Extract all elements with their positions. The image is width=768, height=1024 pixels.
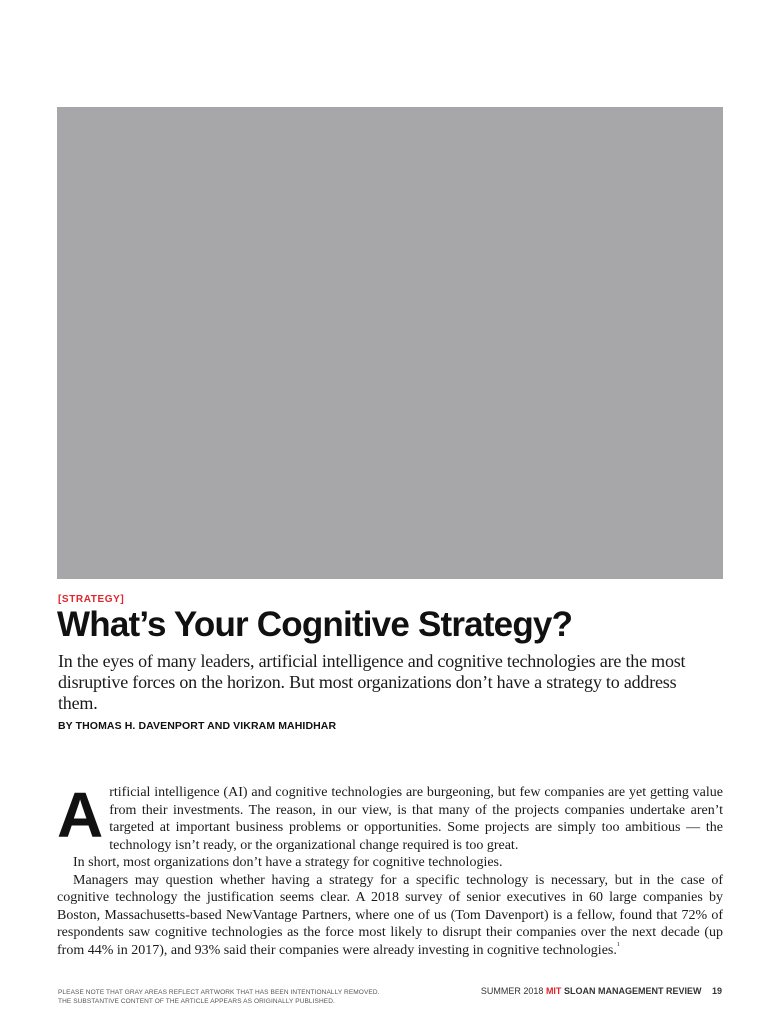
note-line-2: THE SUBSTANTIVE CONTENT OF THE ARTICLE APPEARS AS ORIGINALLY PUBLISHED. [58,998,335,1005]
article-deck: In the eyes of many leaders, artificial intelligence and cognitive technologies are the most disruptive forces on the horizon. But most organizations don’t have a strategy to address them. [58,651,686,713]
article-title: What’s Your Cognitive Strategy? [57,605,573,644]
body-paragraph-1 [57,779,723,854]
artwork-removal-note [58,988,380,1006]
section-kicker: [STRATEGY] [58,594,125,605]
page-folio [481,986,722,996]
byline: BY THOMAS H. DAVENPORT AND VIKRAM MAHIDHAR [58,720,337,732]
article-body [57,779,723,959]
issue-label: SUMMER 2018 [480,986,544,996]
body-paragraph-1-text: rtificial intelligence (AI) and cognitive technologies are burgeoning, but few companies are yet getting value from their investments. The reason, in our view, is that many of the projects companies undertake aren’t targeted at important business problems or opportunities. Some projects are simply too ambitious — the technology isn’t ready, or the organizational change required is too great. [109,785,723,853]
page-number: 19 [711,986,722,996]
footnote-reference: 1 [616,941,620,948]
body-paragraph-2: In short, most organizations don’t have a strategy for cognitive technologies. [73,855,503,870]
drop-cap: A [57,779,104,851]
body-paragraph-3 [57,872,723,960]
body-paragraph-3-text: Managers may question whether having a strategy for a specific technology is necessary, but in the case of cognitive technology the justification seems clear. A 2018 survey of senior executives in 60 large companies by Boston, Massachusetts-based NewVantage Partners, where one of us (Tom Davenport) is a fellow, found that 72% of respondents saw cognitive technologies as the force most likely to disrupt their companies over the next decade (up from 44% in 2017), and 93% said their companies were already investing in cognitive technologies. [57,872,723,958]
magazine-name: SLOAN MANAGEMENT REVIEW [563,986,702,996]
removed-artwork-placeholder [57,107,723,579]
note-line-1: PLEASE NOTE THAT GRAY AREAS REFLECT ARTWORK THAT HAS BEEN INTENTIONALLY REMOVED. [58,989,380,996]
mit-logo-text: MIT [545,986,562,996]
